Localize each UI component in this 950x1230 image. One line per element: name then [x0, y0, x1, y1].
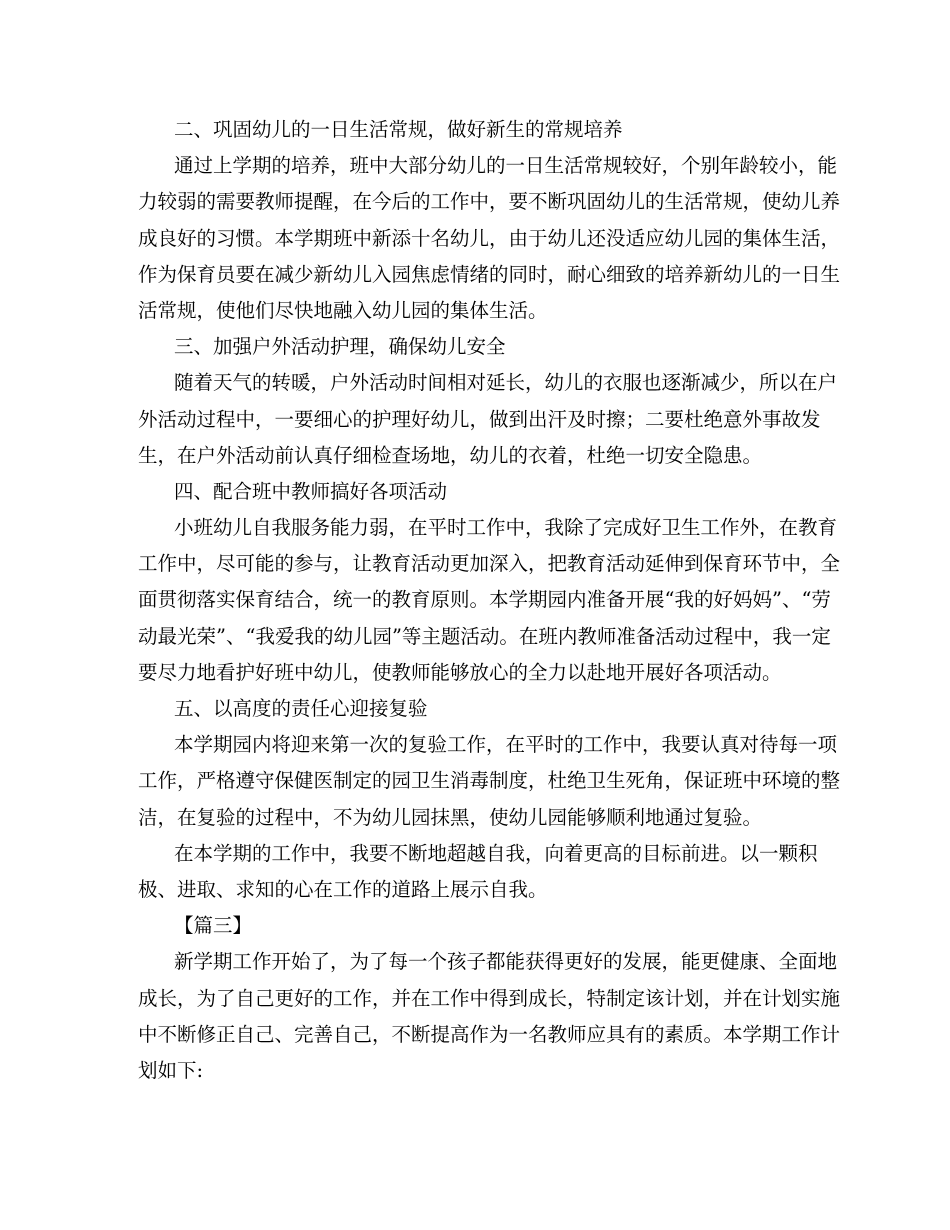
body-paragraph [138, 727, 841, 836]
body-paragraph [138, 944, 841, 1089]
section-heading [138, 112, 812, 148]
text-line: 三、加强户外活动护理，确保幼儿安全 [174, 335, 506, 359]
text-line: 活常规，使他们尽快地融入幼儿园的集体生活。 [138, 298, 548, 322]
text-line: 力较弱的需要教师提醒，在今后的工作中，要不断巩固幼儿的生活常规，使幼儿养 [138, 190, 841, 214]
text-line: 本学期园内将迎来第一次的复验工作，在平时的工作中，我要认真对待每一项 [174, 733, 838, 757]
text-line: 工作中，尽可能的参与，让教育活动更加深入，把教育活动延伸到保育环节中，全 [138, 552, 841, 576]
text-line: 划如下: [138, 1058, 204, 1082]
text-line: 作为保育员要在减少新幼儿入园焦虑情绪的同时，耐心细致的培养新幼儿的一日生 [138, 262, 841, 286]
section-heading [138, 329, 812, 365]
section-heading [138, 691, 812, 727]
text-line: 在本学期的工作中，我要不断地超越自我，向着更高的目标前进。以一颗积 [174, 841, 818, 865]
text-line: 成良好的习惯。本学期班中新添十名幼儿，由于幼儿还没适应幼儿园的集体生活， [138, 226, 841, 250]
text-line: 成长，为了自己更好的工作，并在工作中得到成长，特制定该计划，并在计划实施 [138, 986, 841, 1010]
section-heading [138, 908, 812, 944]
document-page [138, 112, 841, 1089]
text-line: 五、以高度的责任心迎接复验 [174, 697, 428, 720]
text-line: 洁，在复验的过程中，不为幼儿园抹黑，使幼儿园能够顺利地通过复验。 [138, 805, 763, 829]
text-line: 极、进取、求知的心在工作的道路上展示自我。 [138, 877, 548, 901]
text-line: 外活动过程中，一要细心的护理好幼儿，做到出汗及时擦；二要杜绝意外事故发 [138, 407, 821, 431]
body-paragraph [138, 365, 838, 474]
body-paragraph [138, 148, 841, 329]
text-line: 四、配合班中教师搞好各项活动 [174, 479, 448, 503]
text-line: 通过上学期的培养，班中大部分幼儿的一日生活常规较好，个别年龄较小，能 [174, 154, 838, 178]
text-line: 【篇三】 [174, 914, 253, 938]
text-line: 小班幼儿自我服务能力弱，在平时工作中，我除了完成好卫生工作外，在教育 [174, 516, 838, 540]
text-line: 中不断修正自己、完善自己，不断提高作为一名教师应具有的素质。本学期工作计 [138, 1022, 841, 1046]
text-line: 二、巩固幼儿的一日生活常规，做好新生的常规培养 [174, 118, 623, 141]
text-line: 要尽力地看护好班中幼儿，使教师能够放心的全力以赴地开展好各项活动。 [138, 660, 782, 684]
text-line: 工作，严格遵守保健医制定的园卫生消毒制度，杜绝卫生死角，保证班中环境的整 [138, 769, 841, 793]
section-heading [138, 474, 812, 510]
body-paragraph [138, 510, 841, 691]
text-line: 生，在户外活动前认真仔细检查场地，幼儿的衣着，杜绝一切安全隐患。 [138, 443, 763, 467]
body-paragraph [138, 836, 818, 908]
text-line: 新学期工作开始了，为了每一个孩子都能获得更好的发展，能更健康、全面地 [174, 950, 838, 974]
text-line: 动最光荣”、“我爱我的幼儿园”等主题活动。在班内教师准备活动过程中，我一定 [138, 624, 831, 648]
text-line: 随着天气的转暖，户外活动时间相对延长，幼儿的衣服也逐渐减少，所以在户 [174, 371, 838, 395]
text-line: 面贯彻落实保育结合，统一的教育原则。本学期园内准备开展“我的好妈妈”、“劳 [138, 588, 831, 612]
